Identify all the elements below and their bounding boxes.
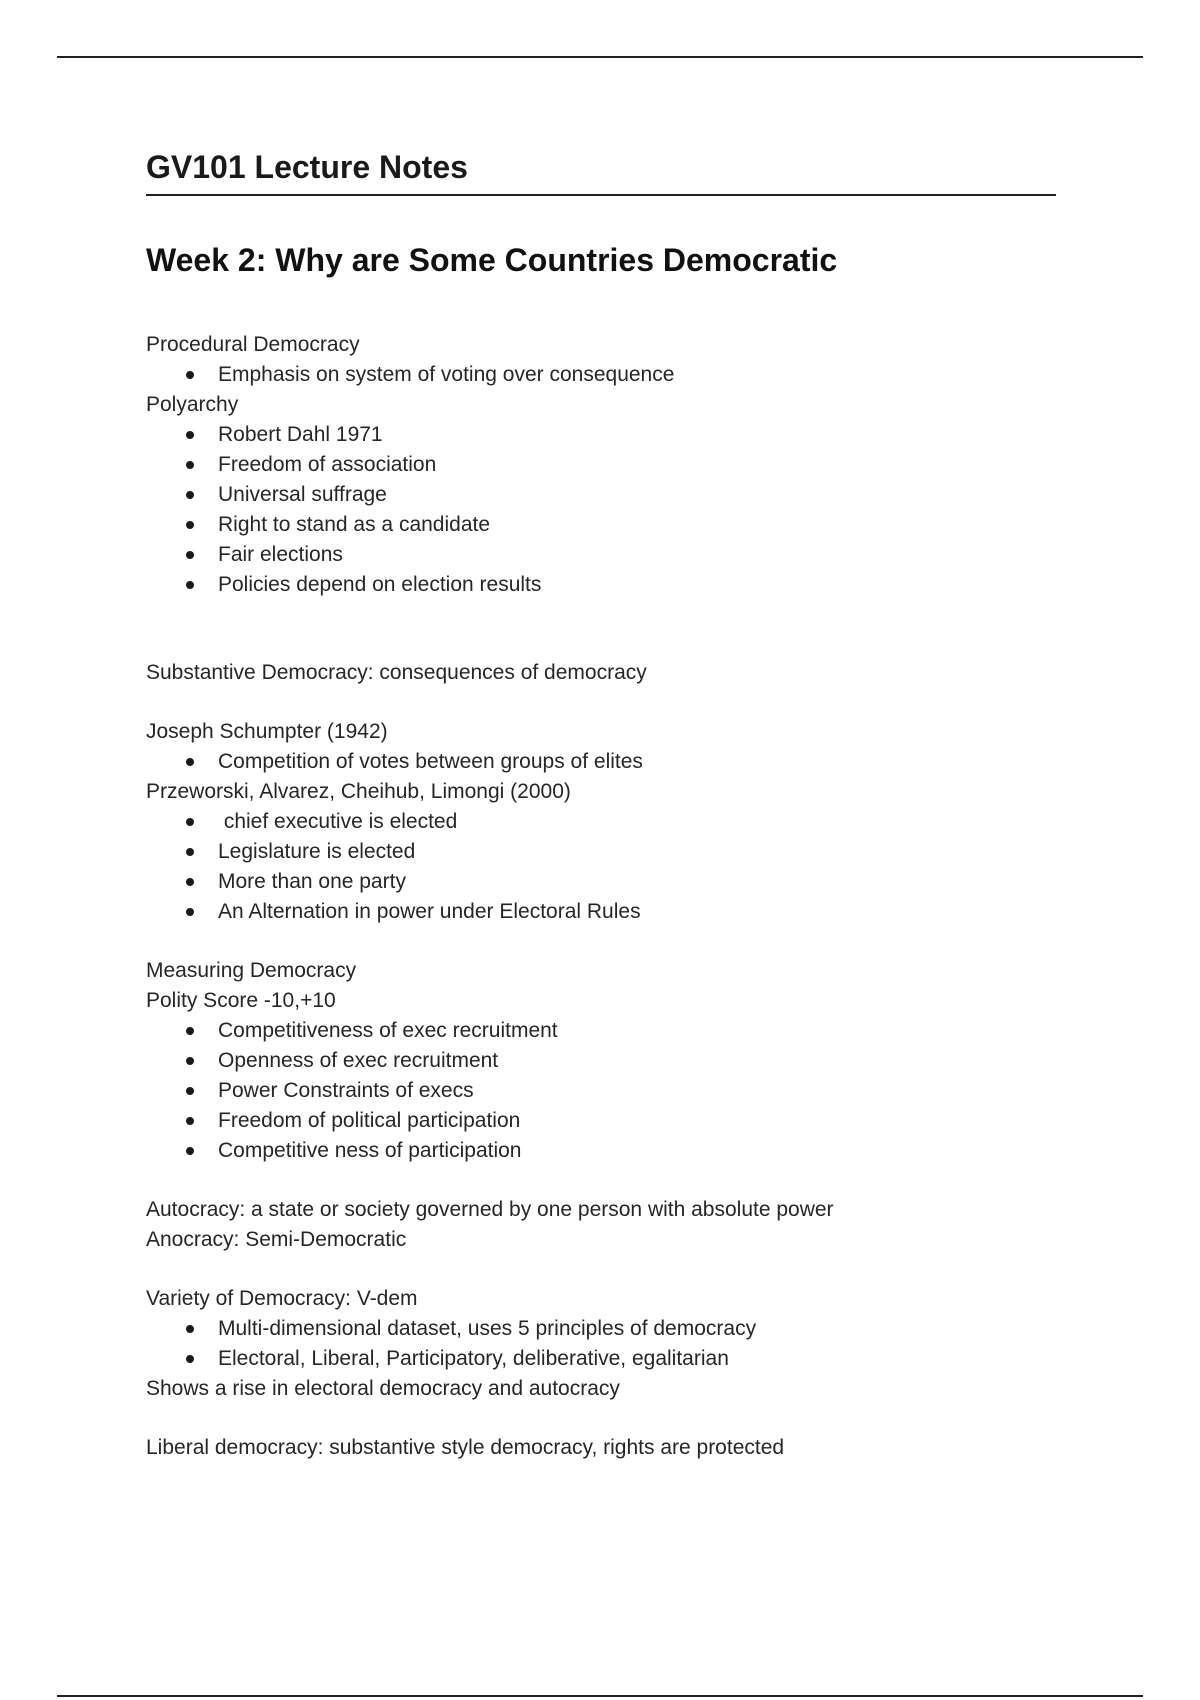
list-item: Legislature is elected: [146, 837, 1146, 867]
vdem-list: [146, 1314, 1146, 1374]
anocracy-line: Anocracy: Semi-Democratic: [146, 1228, 407, 1251]
bullet-icon: [186, 1147, 194, 1155]
spacer: [146, 1255, 1146, 1284]
bullet-icon: [186, 1087, 194, 1095]
polyarchy-list: [146, 420, 1146, 600]
bullet-icon: [186, 1057, 194, 1065]
document-title: GV101 Lecture Notes: [146, 146, 1056, 196]
list-item: Robert Dahl 1971: [146, 420, 1146, 450]
spacer: [146, 688, 1146, 717]
bullet-icon: [186, 1027, 194, 1035]
list-item: Power Constraints of execs: [146, 1076, 1146, 1106]
measuring-heading: Measuring Democracy: [146, 959, 357, 982]
list-item: Emphasis on system of voting over consequence: [146, 360, 1146, 390]
list-item: Competitiveness of exec recruitment: [146, 1016, 1146, 1046]
schumpter-list: [146, 747, 1146, 777]
bullet-icon: [186, 491, 194, 499]
bullet-icon: [186, 1355, 194, 1363]
procedural-list: [146, 360, 1146, 390]
bullet-icon: [186, 1117, 194, 1125]
notes-body: [146, 330, 1146, 1463]
list-item: Freedom of association: [146, 450, 1146, 480]
spacer: [146, 1166, 1146, 1195]
bullet-icon: [186, 878, 194, 886]
vdem-footer-line: Shows a rise in electoral democracy and autocracy: [146, 1377, 620, 1400]
measuring-list: [146, 1016, 1146, 1166]
polity-score-line: Polity Score -10,+10: [146, 989, 336, 1012]
spacer: [146, 600, 1146, 658]
bullet-icon: [186, 908, 194, 916]
bullet-icon: [186, 431, 194, 439]
page-bottom-rule: [57, 1695, 1143, 1697]
bullet-icon: [186, 758, 194, 766]
bullet-icon: [186, 581, 194, 589]
list-item: Electoral, Liberal, Participatory, deliberative, egalitarian: [146, 1344, 1146, 1374]
list-item: Fair elections: [146, 540, 1146, 570]
spacer: [146, 1404, 1146, 1433]
vdem-heading: Variety of Democracy: V-dem: [146, 1287, 418, 1310]
bullet-icon: [186, 521, 194, 529]
list-item: Openness of exec recruitment: [146, 1046, 1146, 1076]
bullet-icon: [186, 551, 194, 559]
polyarchy-heading: Polyarchy: [146, 393, 239, 416]
list-item: Right to stand as a candidate: [146, 510, 1146, 540]
list-item: Universal suffrage: [146, 480, 1146, 510]
procedural-heading: Procedural Democracy: [146, 333, 360, 356]
przeworski-list: [146, 807, 1146, 927]
bullet-icon: [186, 818, 194, 826]
list-item: Competition of votes between groups of elites: [146, 747, 1146, 777]
week-title: Week 2: Why are Some Countries Democratic: [146, 242, 838, 278]
liberal-democracy-line: Liberal democracy: substantive style democracy, rights are protected: [146, 1436, 785, 1459]
list-item: More than one party: [146, 867, 1146, 897]
bullet-icon: [186, 1325, 194, 1333]
list-item: Policies depend on election results: [146, 570, 1146, 600]
autocracy-line: Autocracy: a state or society governed by one person with absolute power: [146, 1198, 834, 1221]
bullet-icon: [186, 848, 194, 856]
spacer: [146, 927, 1146, 956]
przeworski-heading: Przeworski, Alvarez, Cheihub, Limongi (2000): [146, 780, 571, 803]
bullet-icon: [186, 371, 194, 379]
bullet-icon: [186, 461, 194, 469]
list-item: Competitive ness of participation: [146, 1136, 1146, 1166]
list-item: An Alternation in power under Electoral Rules: [146, 897, 1146, 927]
substantive-line: Substantive Democracy: consequences of democracy: [146, 661, 647, 684]
list-item: chief executive is elected: [146, 807, 1146, 837]
schumpter-heading: Joseph Schumpter (1942): [146, 720, 388, 743]
list-item: Multi-dimensional dataset, uses 5 principles of democracy: [146, 1314, 1146, 1344]
list-item: Freedom of political participation: [146, 1106, 1146, 1136]
page-top-rule: [57, 56, 1143, 58]
